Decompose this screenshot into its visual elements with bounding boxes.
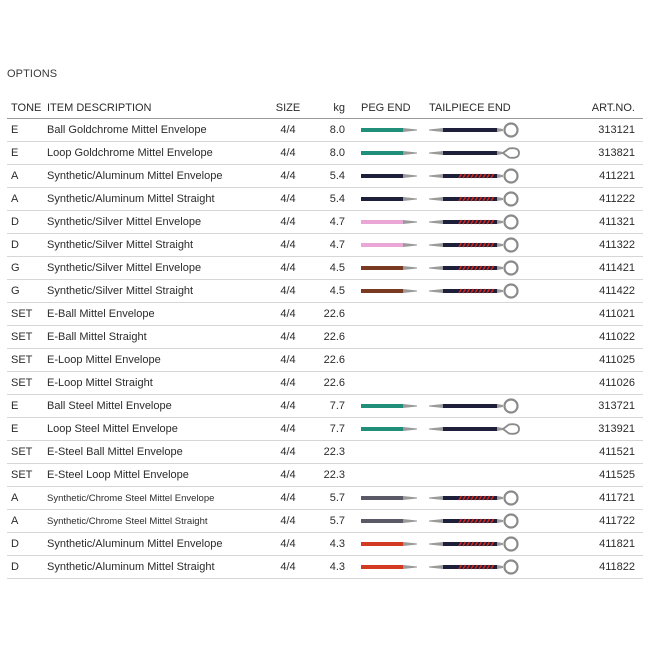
ball-end-string-icon — [429, 190, 521, 208]
tailpiece-end-cell — [429, 487, 549, 510]
art-no-cell: 411525 — [549, 464, 643, 487]
options-table — [7, 98, 643, 579]
size-cell: 4/4 — [263, 395, 313, 418]
tone-cell: A — [7, 165, 47, 188]
art-no-cell: 411322 — [549, 234, 643, 257]
kg-cell: 22.3 — [313, 464, 361, 487]
ball-end-string-icon — [429, 236, 521, 254]
tailpiece-end-cell — [429, 441, 549, 464]
tone-cell: SET — [7, 349, 47, 372]
peg-end-string-icon — [361, 493, 417, 503]
header-peg-end: PEG END — [361, 98, 429, 119]
peg-end-cell — [361, 257, 429, 280]
tone-cell: SET — [7, 441, 47, 464]
peg-end-cell — [361, 142, 429, 165]
table-row — [7, 418, 643, 441]
tailpiece-end-cell — [429, 395, 549, 418]
kg-cell: 4.3 — [313, 533, 361, 556]
tone-cell: A — [7, 487, 47, 510]
item-description-cell: Synthetic/Aluminum Mittel Envelope — [47, 533, 263, 556]
item-description-cell: E-Ball Mittel Straight — [47, 326, 263, 349]
size-cell: 4/4 — [263, 234, 313, 257]
peg-end-cell — [361, 464, 429, 487]
tone-cell: E — [7, 142, 47, 165]
table-row — [7, 556, 643, 579]
art-no-cell: 313921 — [549, 418, 643, 441]
ball-end-string-icon — [429, 259, 521, 277]
kg-cell: 4.7 — [313, 234, 361, 257]
size-cell: 4/4 — [263, 188, 313, 211]
table-row — [7, 165, 643, 188]
table-row — [7, 188, 643, 211]
art-no-cell: 411025 — [549, 349, 643, 372]
tone-cell: D — [7, 556, 47, 579]
art-no-cell: 313121 — [549, 119, 643, 142]
tone-cell: A — [7, 510, 47, 533]
ball-end-string-icon — [429, 535, 521, 553]
tailpiece-end-cell — [429, 418, 549, 441]
peg-end-string-icon — [361, 148, 417, 158]
art-no-cell: 411222 — [549, 188, 643, 211]
peg-end-cell — [361, 303, 429, 326]
table-row — [7, 326, 643, 349]
tailpiece-end-cell — [429, 303, 549, 326]
kg-cell: 22.6 — [313, 349, 361, 372]
table-row — [7, 464, 643, 487]
size-cell: 4/4 — [263, 349, 313, 372]
size-cell: 4/4 — [263, 303, 313, 326]
peg-end-string-icon — [361, 286, 417, 296]
size-cell: 4/4 — [263, 119, 313, 142]
size-cell: 4/4 — [263, 372, 313, 395]
kg-cell: 4.3 — [313, 556, 361, 579]
table-row — [7, 487, 643, 510]
header-size: SIZE — [263, 98, 313, 119]
size-cell: 4/4 — [263, 211, 313, 234]
peg-end-string-icon — [361, 539, 417, 549]
header-kg: kg — [313, 98, 361, 119]
tone-cell: A — [7, 188, 47, 211]
item-description-cell: Synthetic/Aluminum Mittel Straight — [47, 556, 263, 579]
section-title: OPTIONS — [7, 68, 58, 80]
kg-cell: 5.7 — [313, 487, 361, 510]
tone-cell: D — [7, 211, 47, 234]
tailpiece-end-cell — [429, 188, 549, 211]
kg-cell: 4.7 — [313, 211, 361, 234]
table-row — [7, 372, 643, 395]
kg-cell: 4.5 — [313, 257, 361, 280]
ball-end-string-icon — [429, 121, 521, 139]
size-cell: 4/4 — [263, 326, 313, 349]
kg-cell: 7.7 — [313, 395, 361, 418]
item-description-cell: Synthetic/Silver Mittel Envelope — [47, 257, 263, 280]
peg-end-cell — [361, 119, 429, 142]
table-header-row — [7, 98, 643, 119]
kg-cell: 7.7 — [313, 418, 361, 441]
kg-cell: 22.3 — [313, 441, 361, 464]
art-no-cell: 411321 — [549, 211, 643, 234]
ball-end-string-icon — [429, 282, 521, 300]
tailpiece-end-cell — [429, 165, 549, 188]
art-no-cell: 411422 — [549, 280, 643, 303]
item-description-cell: E-Steel Loop Mittel Envelope — [47, 464, 263, 487]
size-cell: 4/4 — [263, 257, 313, 280]
table-row — [7, 257, 643, 280]
tone-cell: G — [7, 257, 47, 280]
item-description-cell: Synthetic/Silver Mittel Envelope — [47, 211, 263, 234]
art-no-cell: 411822 — [549, 556, 643, 579]
ball-end-string-icon — [429, 558, 521, 576]
peg-end-cell — [361, 533, 429, 556]
art-no-cell: 411022 — [549, 326, 643, 349]
peg-end-string-icon — [361, 171, 417, 181]
peg-end-cell — [361, 280, 429, 303]
peg-end-string-icon — [361, 125, 417, 135]
peg-end-string-icon — [361, 401, 417, 411]
peg-end-string-icon — [361, 217, 417, 227]
size-cell: 4/4 — [263, 418, 313, 441]
ball-end-string-icon — [429, 167, 521, 185]
peg-end-cell — [361, 326, 429, 349]
kg-cell: 5.4 — [313, 188, 361, 211]
ball-end-string-icon — [429, 489, 521, 507]
peg-end-cell — [361, 510, 429, 533]
peg-end-string-icon — [361, 194, 417, 204]
size-cell: 4/4 — [263, 533, 313, 556]
size-cell: 4/4 — [263, 441, 313, 464]
item-description-cell: Ball Steel Mittel Envelope — [47, 395, 263, 418]
table-row — [7, 211, 643, 234]
item-description-cell: Ball Goldchrome Mittel Envelope — [47, 119, 263, 142]
tailpiece-end-cell — [429, 326, 549, 349]
size-cell: 4/4 — [263, 165, 313, 188]
kg-cell: 4.5 — [313, 280, 361, 303]
kg-cell: 8.0 — [313, 142, 361, 165]
art-no-cell: 411021 — [549, 303, 643, 326]
tailpiece-end-cell — [429, 349, 549, 372]
kg-cell: 8.0 — [313, 119, 361, 142]
item-description-cell: Synthetic/Silver Mittel Straight — [47, 280, 263, 303]
item-description-cell: E-Loop Mittel Envelope — [47, 349, 263, 372]
tailpiece-end-cell — [429, 533, 549, 556]
item-description-cell: Synthetic/Aluminum Mittel Straight — [47, 188, 263, 211]
peg-end-cell — [361, 441, 429, 464]
art-no-cell: 411521 — [549, 441, 643, 464]
art-no-cell: 411721 — [549, 487, 643, 510]
peg-end-cell — [361, 418, 429, 441]
peg-end-string-icon — [361, 516, 417, 526]
size-cell: 4/4 — [263, 464, 313, 487]
tailpiece-end-cell — [429, 510, 549, 533]
tailpiece-end-cell — [429, 464, 549, 487]
peg-end-string-icon — [361, 424, 417, 434]
table-row — [7, 349, 643, 372]
peg-end-cell — [361, 188, 429, 211]
art-no-cell: 411026 — [549, 372, 643, 395]
art-no-cell: 313821 — [549, 142, 643, 165]
tailpiece-end-cell — [429, 119, 549, 142]
art-no-cell: 411221 — [549, 165, 643, 188]
kg-cell: 5.7 — [313, 510, 361, 533]
table-row — [7, 533, 643, 556]
header-tailpiece-end: TAILPIECE END — [429, 98, 549, 119]
ball-end-string-icon — [429, 213, 521, 231]
tone-cell: D — [7, 533, 47, 556]
tone-cell: SET — [7, 303, 47, 326]
table-row — [7, 234, 643, 257]
peg-end-string-icon — [361, 263, 417, 273]
kg-cell: 22.6 — [313, 372, 361, 395]
art-no-cell: 313721 — [549, 395, 643, 418]
tailpiece-end-cell — [429, 257, 549, 280]
table-row — [7, 119, 643, 142]
size-cell: 4/4 — [263, 510, 313, 533]
tailpiece-end-cell — [429, 372, 549, 395]
peg-end-cell — [361, 211, 429, 234]
peg-end-cell — [361, 556, 429, 579]
ball-end-string-icon — [429, 512, 521, 530]
peg-end-cell — [361, 487, 429, 510]
tailpiece-end-cell — [429, 556, 549, 579]
peg-end-cell — [361, 165, 429, 188]
header-item-description: ITEM DESCRIPTION — [47, 98, 263, 119]
item-description-cell: E-Ball Mittel Envelope — [47, 303, 263, 326]
header-art-no: ART.NO. — [549, 98, 643, 119]
item-description-cell: Synthetic/Aluminum Mittel Envelope — [47, 165, 263, 188]
tailpiece-end-cell — [429, 211, 549, 234]
item-description-cell: Synthetic/Chrome Steel Mittel Straight — [47, 510, 263, 533]
tone-cell: SET — [7, 372, 47, 395]
kg-cell: 22.6 — [313, 326, 361, 349]
table-row — [7, 280, 643, 303]
header-tone: TONE — [7, 98, 47, 119]
table-row — [7, 441, 643, 464]
peg-end-string-icon — [361, 562, 417, 572]
tone-cell: D — [7, 234, 47, 257]
size-cell: 4/4 — [263, 487, 313, 510]
loop-end-string-icon — [429, 420, 521, 438]
table-row — [7, 303, 643, 326]
art-no-cell: 411821 — [549, 533, 643, 556]
tone-cell: SET — [7, 464, 47, 487]
peg-end-string-icon — [361, 240, 417, 250]
item-description-cell: Loop Goldchrome Mittel Envelope — [47, 142, 263, 165]
item-description-cell: Loop Steel Mittel Envelope — [47, 418, 263, 441]
item-description-cell: E-Loop Mittel Straight — [47, 372, 263, 395]
peg-end-cell — [361, 349, 429, 372]
peg-end-cell — [361, 372, 429, 395]
peg-end-cell — [361, 395, 429, 418]
item-description-cell: Synthetic/Chrome Steel Mittel Envelope — [47, 487, 263, 510]
kg-cell: 22.6 — [313, 303, 361, 326]
tone-cell: E — [7, 395, 47, 418]
tailpiece-end-cell — [429, 280, 549, 303]
loop-end-string-icon — [429, 144, 521, 162]
tone-cell: SET — [7, 326, 47, 349]
art-no-cell: 411421 — [549, 257, 643, 280]
tone-cell: G — [7, 280, 47, 303]
size-cell: 4/4 — [263, 556, 313, 579]
kg-cell: 5.4 — [313, 165, 361, 188]
ball-end-string-icon — [429, 397, 521, 415]
tone-cell: E — [7, 119, 47, 142]
art-no-cell: 411722 — [549, 510, 643, 533]
table-row — [7, 142, 643, 165]
tailpiece-end-cell — [429, 142, 549, 165]
item-description-cell: E-Steel Ball Mittel Envelope — [47, 441, 263, 464]
tone-cell: E — [7, 418, 47, 441]
table-row — [7, 395, 643, 418]
item-description-cell: Synthetic/Silver Mittel Straight — [47, 234, 263, 257]
size-cell: 4/4 — [263, 142, 313, 165]
table-row — [7, 510, 643, 533]
size-cell: 4/4 — [263, 280, 313, 303]
peg-end-cell — [361, 234, 429, 257]
tailpiece-end-cell — [429, 234, 549, 257]
